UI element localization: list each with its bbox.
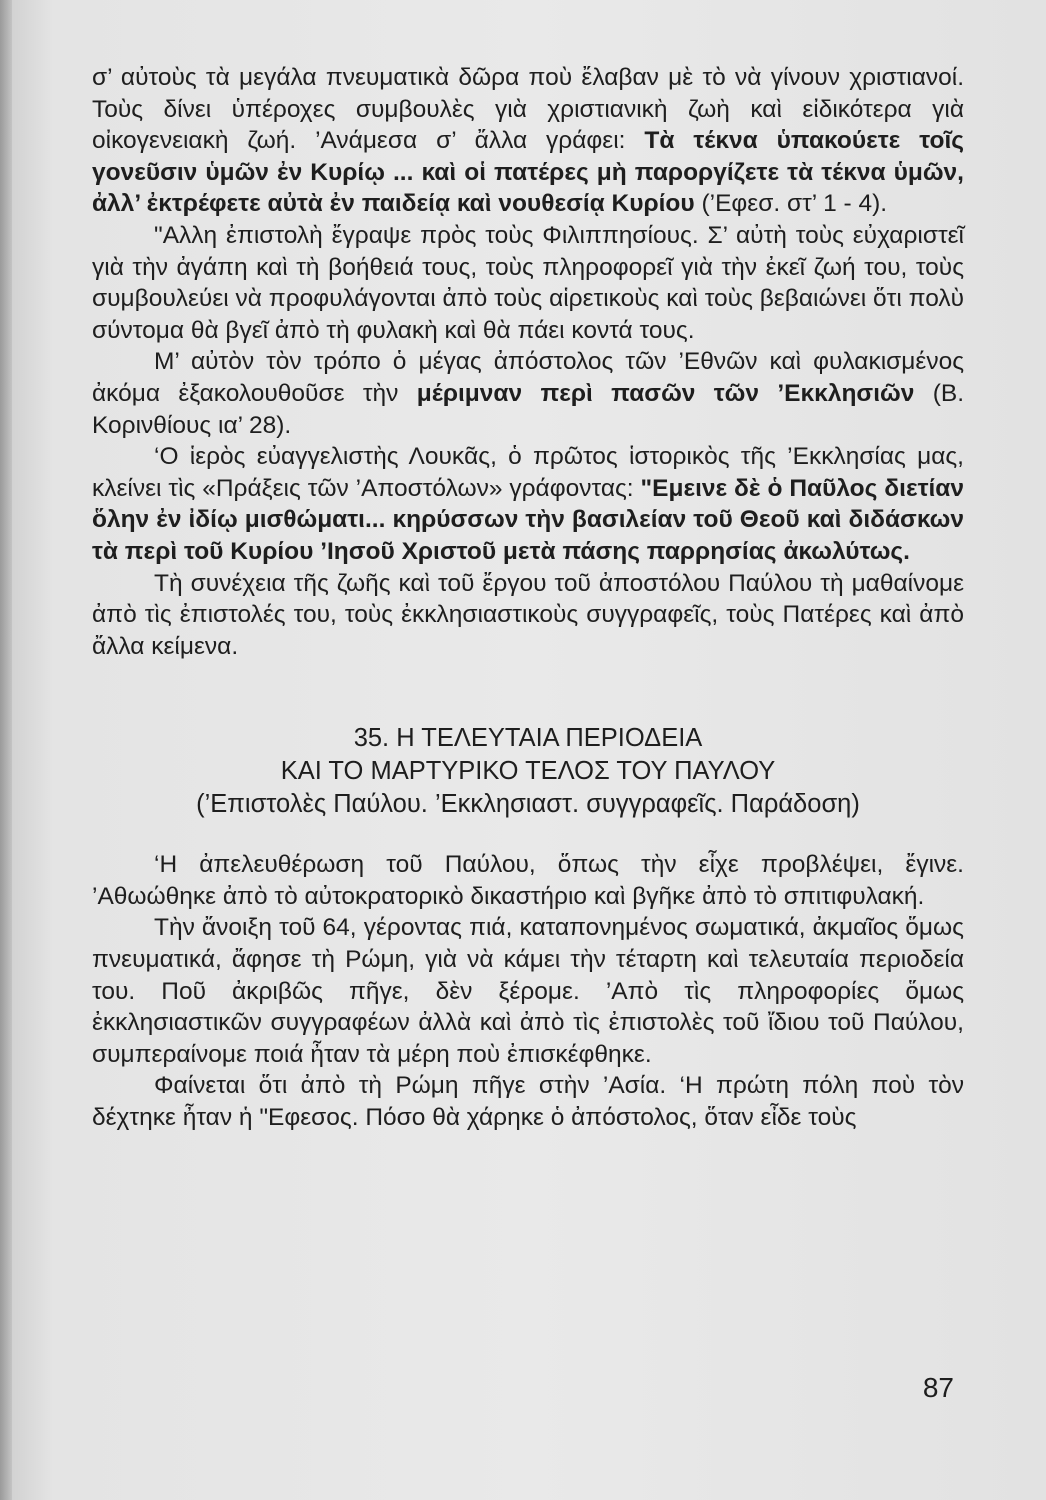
chapter-heading: [92, 722, 964, 821]
paragraph-asia-ephesus: Φαίνεται ὅτι ἀπὸ τὴ Ρώμη πῆγε στὴν ’Ασία. ‘Η πρώτη πόλη ποὺ τὸν δέχτηκε ἦταν ἡ "Εφεσος. Πόσο θὰ χάρηκε ὁ ἀπόστολος, ὅταν εἶδε τοὺς: [92, 1072, 964, 1132]
paragraph-last-journey: Τὴν ἄνοιξη τοῦ 64, γέροντας πιά, καταπονημένος σωματικά, ἀκμαῖος ὅμως πνευματικά, ἄφησε τὴ Ρώμη, γιὰ νὰ κάμει τὴν τέταρτη καὶ τελευταία περιοδεία του. Ποῦ ἀκριβῶς πῆγε, δὲν ξέρομε. ’Απὸ τὶς πληροφορίες ὅμως ἐκκλησιαστικῶν συγγραφέων ἀλλὰ καὶ ἀπὸ τὶς ἐπιστολὲς τοῦ ἴδιου τοῦ Παύλου, συμπεραίνομε ποιά ἦταν τὰ μέρη ποὺ ἐπισκέφθηκε.: [92, 914, 964, 1068]
paragraph-release: ‘Η ἀπελευθέρωση τοῦ Παύλου, ὅπως τὴν εἶχε προβλέψει, ἔγινε. ’Αθωώθηκε ἀπὸ τὸ αὐτοκρατορικὸ δικαστήριο καὶ βγῆκε ἀπὸ τὸ σπιτιφυλακή.: [92, 851, 964, 910]
book-binding-edge: [0, 0, 12, 1500]
paragraph-sources: Τὴ συνέχεια τῆς ζωῆς καὶ τοῦ ἔργου τοῦ ἀποστόλου Παύλου τὴ μαθαίνομε ἀπὸ τὶς ἐπιστολές του, τοὺς ἐκκλησιαστικοὺς συγγραφεῖς, τοὺς Πατέρες καὶ ἀπὸ ἄλλα κείμενα.: [92, 569, 964, 660]
chapter-title-line1: 35. Η ΤΕΛΕΥΤΑΙΑ ΠΕΡΙΟΔΕΙΑ: [353, 724, 703, 753]
chapter-title-line2: ΚΑΙ ΤΟ ΜΑΡΤΥΡΙΚΟ ΤΕΛΟΣ ΤΟΥ ΠΑΥΛΟΥ: [280, 757, 776, 786]
page-number: 87: [922, 1372, 954, 1403]
ephesians-quote: Τὰ τέκνα ὑπακούετε τοῖς γονεῦσιν ὑμῶν ἐν Κυρίῳ ... καὶ οἱ πατέρες μὴ παροργίζετε τὰ τέκνα ὑμῶν, ἀλλ’ ἐκτρέφετε αὐτὰ ἐν παιδείᾳ καὶ νουθεσίᾳ Κυρίου: [92, 127, 964, 218]
chapter-subtitle: (’Επιστολὲς Παύλου. ’Εκκλησιαστ. συγγραφεῖς. Παράδοση): [196, 790, 860, 819]
page-body-text: [92, 62, 964, 1134]
book-page: [12, 0, 1046, 1500]
acts-quote: "Εμεινε δὲ ὁ Παῦλος διετίαν ὅλην ἐν ἰδίῳ μισθώματι... κηρύσσων τὴν βασιλείαν τοῦ Θεοῦ καὶ διδάσκων τὰ περὶ τοῦ Κυρίου ’Ιησοῦ Χριστοῦ μετὰ πάσης παρρησίας ἀκωλύτως.: [92, 474, 964, 565]
paragraph-luke-acts: ‘Ο ἱερὸς εὐαγγελιστὴς Λουκᾶς, ὁ πρῶτος ἱστορικὸς τῆς ’Εκκλησίας μας, κλείνει τὶς «Πράξεις τῶν ’Αποστόλων» γράφοντας: "Εμεινε δὲ ὁ Παῦλος διετίαν ὅλην ἐν ἰδίῳ μισθώματι... κηρύσσων τὴν βασιλείαν τοῦ Θεοῦ καὶ διδάσκων τὰ περὶ τοῦ Κυρίου ’Ιησοῦ Χριστοῦ μετὰ πάσης παρρησίας ἀκωλύτως.: [92, 443, 964, 565]
corinthians-quote: μέριμναν περὶ πασῶν τῶν ’Εκκλησιῶν: [416, 379, 915, 407]
paragraph-care-of-churches: Μ’ αὐτὸν τὸν τρόπο ὁ μέγας ἀπόστολος τῶν ’Εθνῶν καὶ φυλακισμένος ἀκόμα ἐξακολουθοῦσε τὴν μέριμναν περὶ πασῶν τῶν ’Εκκλησιῶν (Β. Κορινθίους ια’ 28).: [92, 348, 964, 439]
paragraph-philippians: "Αλλη ἐπιστολὴ ἔγραψε πρὸς τοὺς Φιλιππησίους. Σ’ αὐτὴ τοὺς εὐχαριστεῖ γιὰ τὴν ἀγάπη καὶ τὴ βοήθειά τους, τοὺς πληροφορεῖ γιὰ τὴν ἐκεῖ ζωή του, τοὺς συμβουλεύει νὰ προφυλάγονται ἀπὸ τοὺς αἱρετικοὺς καὶ τοὺς βεβαιώνει ὅτι πολὺ σύντομα θὰ βγεῖ ἀπὸ τὴ φυλακὴ καὶ θὰ πάει κοντά τους.: [92, 221, 964, 344]
paragraph-ephesians: σ’ αὐτοὺς τὰ μεγάλα πνευματικὰ δῶρα ποὺ ἔλαβαν μὲ τὸ νὰ γίνουν χριστιανοί. Τοὺς δίνει ὑπέροχες συμβουλὲς γιὰ χριστιανικὴ ζωὴ καὶ εἰδικότερα γιὰ οἰκογενειακὴ ζωή. ’Ανάμεσα σ’ ἄλλα γράφει: Τὰ τέκνα ὑπακούετε τοῖς γονεῦσιν ὑμῶν ἐν Κυρίῳ ... καὶ οἱ πατέρες μὴ παροργίζετε τὰ τέκνα ὑμῶν, ἀλλ’ ἐκτρέφετε αὐτὰ ἐν παιδείᾳ καὶ νουθεσίᾳ Κυρίου (’Εφεσ. στ’ 1 - 4).: [92, 64, 964, 218]
